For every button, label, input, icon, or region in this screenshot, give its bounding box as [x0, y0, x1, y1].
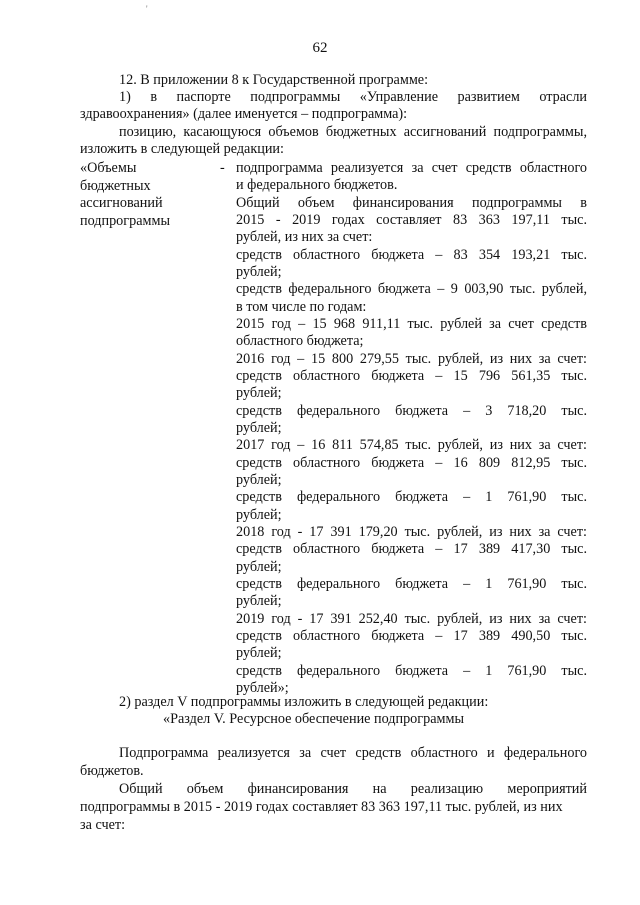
- right-line: 2017 год – 16 811 574,85 тыс. рублей, из них за счет:: [236, 437, 587, 454]
- right-line: и федерального бюджетов.: [236, 177, 398, 194]
- left-label-line: бюджетных: [80, 177, 151, 194]
- right-line: рублей;: [236, 558, 282, 575]
- right-line: 2016 год – 15 800 279,55 тыс. рублей, из них за счет:: [236, 350, 587, 367]
- right-line: 2015 - 2019 годах составляет 83 363 197,11 тыс.: [236, 211, 587, 228]
- page-number: 62: [312, 40, 328, 56]
- right-line: рублей;: [236, 506, 282, 523]
- right-line: средств федерального бюджета – 3 718,20 тыс.: [236, 402, 587, 419]
- right-line: средств областного бюджета – 17 389 417,30 тыс.: [236, 541, 587, 558]
- right-line: средств областного бюджета – 16 809 812,95 тыс.: [236, 454, 587, 471]
- right-line: в том числе по годам:: [236, 298, 367, 315]
- right-line: подпрограмма реализуется за счет средств областного: [236, 160, 587, 176]
- right-line: 2018 год - 17 391 179,20 тыс. рублей, из них за счет:: [236, 523, 587, 540]
- right-line: средств федерального бюджета – 1 761,90 тыс.: [236, 662, 587, 679]
- right-line: 2015 год – 15 968 911,11 тыс. рублей за счет средств: [236, 315, 587, 332]
- para-2-line-3: за счет:: [80, 817, 126, 833]
- right-line: средств областного бюджета – 83 354 193,21 тыс.: [236, 246, 587, 263]
- right-line: Общий объем финансирования подпрограммы в: [236, 194, 587, 211]
- right-line: средств областного бюджета – 15 796 561,35 тыс.: [236, 367, 587, 384]
- right-line: рублей;: [236, 263, 282, 280]
- right-line: областного бюджета;: [236, 333, 364, 350]
- right-line: рублей;: [236, 645, 282, 662]
- right-line: рублей;: [236, 593, 282, 610]
- label-dash: -: [220, 160, 225, 176]
- left-label-line: «Объемы: [80, 160, 137, 176]
- right-line: рублей»;: [236, 679, 289, 696]
- item-2: 2) раздел V подпрограммы изложить в следующей редакции:: [119, 694, 489, 710]
- right-line: рублей;: [236, 419, 282, 436]
- left-label-line: подпрограммы: [80, 212, 170, 229]
- right-line: рублей, из них за счет:: [236, 229, 373, 246]
- right-line: средств федерального бюджета – 1 761,90 тыс.: [236, 489, 587, 506]
- para-1-line-1: Подпрограмма реализуется за счет средств областного и федерального: [119, 745, 587, 761]
- scan-mark: ': [146, 4, 148, 14]
- right-line: рублей;: [236, 385, 282, 402]
- position-line-1: позицию, касающуюся объемов бюджетных ассигнований подпрограммы,: [119, 124, 587, 140]
- right-line: 2019 год - 17 391 252,40 тыс. рублей, из них за счет:: [236, 610, 587, 627]
- section-title: «Раздел V. Ресурсное обеспечение подпрограммы: [163, 711, 464, 727]
- right-line: средств областного бюджета – 17 389 490,50 тыс.: [236, 627, 587, 644]
- left-label-line: ассигнований: [80, 195, 163, 212]
- item-1-line-2: здравоохранения» (далее именуется – подпрограмма):: [80, 106, 408, 122]
- item-1-line-1: 1) в паспорте подпрограммы «Управление развитием отрасли: [119, 89, 587, 105]
- item-12: 12. В приложении 8 к Государственной программе:: [119, 72, 429, 88]
- right-line: рублей;: [236, 471, 282, 488]
- para-1-line-2: бюджетов.: [80, 763, 144, 779]
- para-2-line-1: Общий объем финансирования на реализацию мероприятий: [119, 781, 587, 797]
- passport-left-label: [80, 160, 170, 230]
- para-2-line-2: подпрограммы в 2015 - 2019 годах составляет 83 363 197,11 тыс. рублей, из них: [80, 799, 563, 815]
- position-line-2: изложить в следующей редакции:: [80, 141, 284, 157]
- right-line: средств федерального бюджета – 9 003,90 тыс. рублей,: [236, 281, 587, 298]
- right-line: средств федерального бюджета – 1 761,90 тыс.: [236, 575, 587, 592]
